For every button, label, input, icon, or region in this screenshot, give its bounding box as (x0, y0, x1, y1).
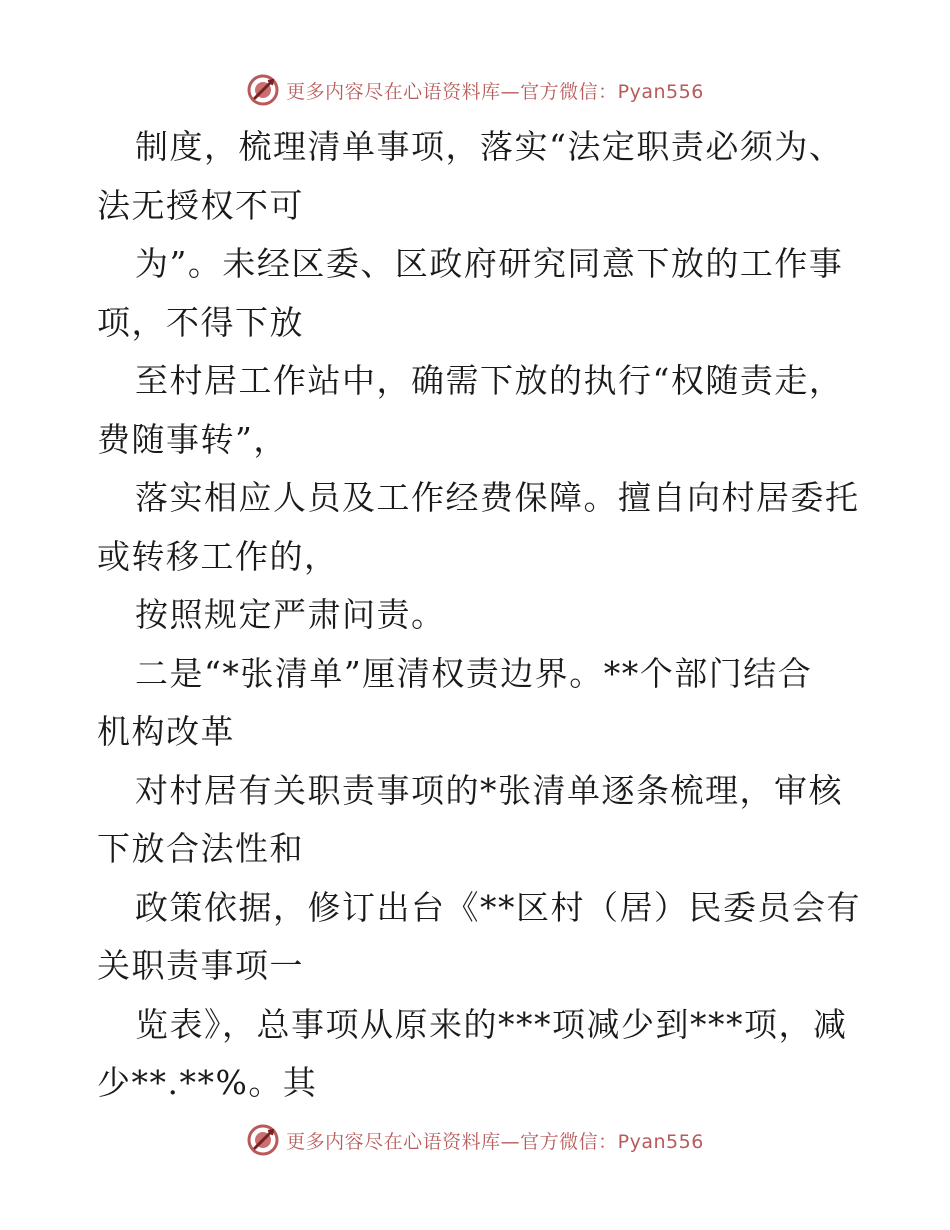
text-line: 览表》，总事项从原来的***项减少到***项，减 (135, 1004, 848, 1044)
text-line: 机构改革 (97, 712, 235, 751)
text-line: 费随事转”， (97, 419, 288, 459)
document-body (97, 118, 861, 1113)
header-watermark (0, 70, 950, 110)
footer-watermark (0, 1120, 950, 1160)
watermark-text: 更多内容尽在心语资料库—官方微信：Pyan556 (286, 80, 704, 103)
text-line: 至村居工作站中，确需下放的执行“权随责走， (135, 361, 844, 400)
text-line: 关职责事项一 (97, 946, 304, 985)
watermark-text: 更多内容尽在心语资料库—官方微信：Pyan556 (286, 1130, 704, 1153)
text-line: 二是“*张清单”厘清权责边界。**个部门结合 (135, 653, 813, 693)
text-line: 政策依据，修订出台《**区村（居）民委员会有 (135, 887, 861, 927)
text-line: 为”。未经区委、区政府研究同意下放的工作事 (135, 244, 844, 283)
seal-logo-icon (246, 73, 280, 107)
text-line: 或转移工作的， (97, 536, 339, 576)
text-line: 落实相应人员及工作经费保障。擅自向村居委托 (135, 478, 860, 517)
text-line: 法无授权不可 (97, 185, 304, 225)
text-line: 少**.**%。其 (97, 1063, 318, 1102)
text-line: 下放合法性和 (97, 829, 304, 868)
seal-logo-icon (246, 1123, 280, 1157)
text-line: 按照规定严肃问责。 (135, 595, 446, 634)
text-line: 对村居有关职责事项的*张清单逐条梳理，审核 (135, 770, 843, 810)
text-line: 项，不得下放 (97, 302, 304, 342)
text-line: 制度，梳理清单事项，落实“法定职责必须为、 (135, 127, 844, 166)
